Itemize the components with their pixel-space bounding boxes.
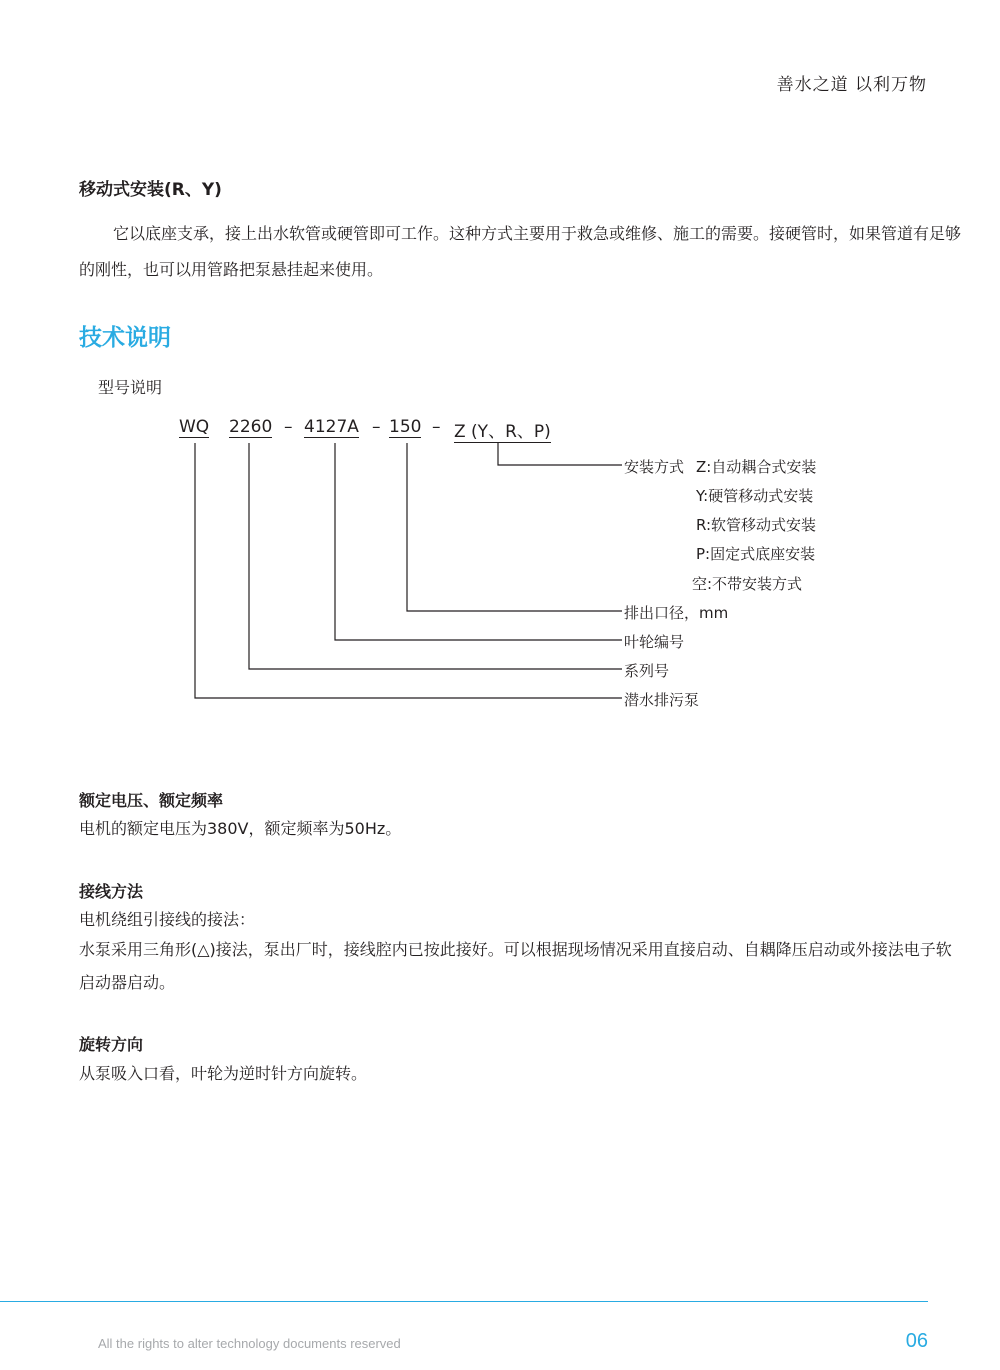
footer-rights: All the rights to alter technology documents reserved (98, 1336, 401, 1351)
line-outlet (407, 443, 622, 611)
page-number: 06 (905, 1330, 928, 1352)
header-motto: 善水之道 以利万物 (776, 75, 927, 95)
legend-install-none: 空:不带安装方式 (692, 575, 803, 593)
legend-install-title: 安装方式 (624, 458, 685, 476)
line-install (498, 443, 622, 465)
code-dash: – (372, 417, 381, 437)
legend-series: 系列号 (624, 662, 670, 680)
code-dash: – (284, 417, 293, 437)
mobile-install-title: 移动式安装(R、Y) (79, 180, 222, 200)
footer-divider (0, 1301, 928, 1302)
code-install: Z (Y、R、P) (454, 417, 551, 443)
code-outlet: 150 (389, 417, 422, 437)
legend-install-z: Z:自动耦合式安装 (696, 458, 817, 476)
legend-install-p: P:固定式底座安装 (696, 545, 816, 563)
line-pump (195, 443, 622, 698)
wiring-line1: 电机绕组引接线的接法： (79, 910, 256, 929)
legend-impeller: 叶轮编号 (624, 633, 685, 651)
legend-install-r: R:软管移动式安装 (696, 516, 817, 534)
legend-outlet: 排出口径，mm (624, 604, 729, 622)
code-series-number: 2260 (229, 417, 273, 437)
voltage-text: 电机的额定电压为380V，额定频率为50Hz。 (79, 819, 402, 838)
code-impeller: 4127A (304, 417, 359, 437)
tech-title: 技术说明 (79, 325, 171, 351)
voltage-title: 额定电压、额定频率 (79, 791, 224, 810)
legend-install-y: Y:硬管移动式安装 (696, 487, 814, 505)
wiring-title: 接线方法 (79, 882, 144, 901)
wiring-line2: 水泵采用三角形(△)接法，泵出厂时，接线腔内已按此接好。可以根据现场情况采用直接启动、自耦降压启动或外接法电子软启动器启动。 (79, 940, 952, 992)
legend-pump: 潜水排污泵 (624, 691, 700, 709)
rotation-text: 从泵吸入口看，叶轮为逆时针方向旋转。 (79, 1064, 368, 1083)
line-series (249, 443, 622, 669)
rotation-title: 旋转方向 (79, 1035, 144, 1054)
code-dash: – (432, 417, 441, 437)
mobile-install-text: 它以底座支承，接上出水软管或硬管即可工作。这种方式主要用于救急或维修、施工的需要。接硬管时，如果管道有足够的刚性，也可以用管路把泵悬挂起来使用。 (79, 224, 962, 279)
code-series-letters: WQ (179, 417, 210, 437)
model-title: 型号说明 (98, 378, 163, 397)
